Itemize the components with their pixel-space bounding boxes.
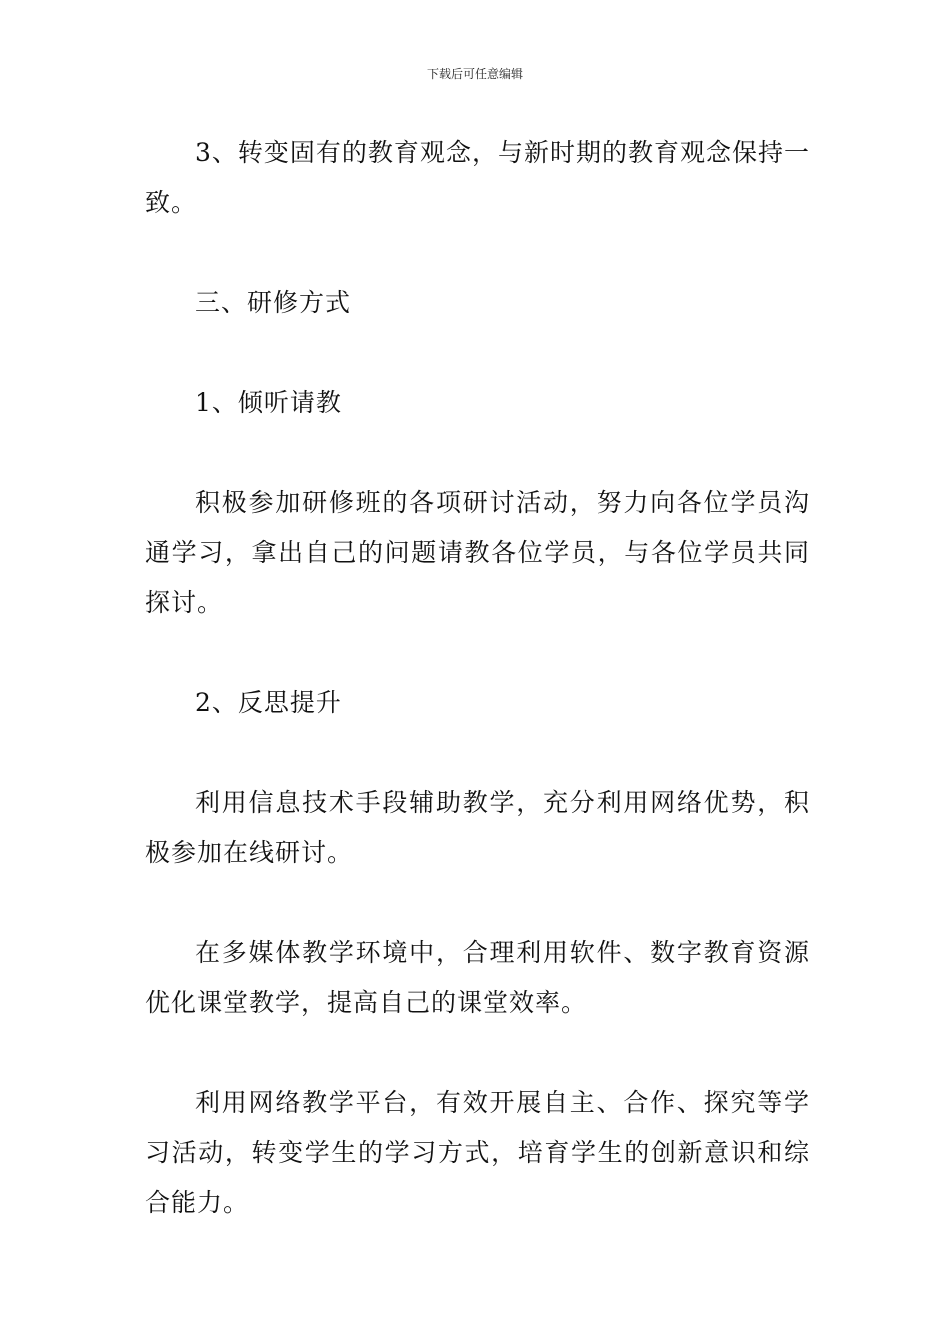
paragraph-spacer: [145, 228, 810, 278]
paragraph-spacer: [145, 328, 810, 378]
paragraph-spacer: [145, 428, 810, 478]
paragraph-multimedia: 在多媒体教学环境中，合理利用软件、数字教育资源优化课堂教学，提高自己的课堂效率。: [145, 938, 810, 1017]
paragraph-platform: 利用网络教学平台，有效开展自主、合作、探究等学习活动，转变学生的学习方式，培育学生的创新意识和综合能力。: [145, 1088, 810, 1217]
subheading-reflect: 2、反思提升: [195, 688, 342, 717]
paragraph-spacer: [145, 878, 810, 928]
subheading-listen: 1、倾听请教: [195, 388, 342, 417]
paragraph-listen: 积极参加研修班的各项研讨活动，努力向各位学员沟通学习，拿出自己的问题请教各位学员，与各位学员共同探讨。: [145, 488, 810, 617]
paragraph-spacer: [145, 628, 810, 678]
page-header: 下载后可任意编辑: [426, 67, 523, 81]
paragraph-it-tools: 利用信息技术手段辅助教学，充分利用网络优势，积极参加在线研讨。: [145, 788, 810, 867]
paragraph-item-3: 3、转变固有的教育观念，与新时期的教育观念保持一致。: [145, 138, 810, 217]
paragraph-spacer: [145, 1028, 810, 1078]
section-heading: 三、研修方式: [195, 288, 352, 317]
paragraph-spacer: [145, 728, 810, 778]
document-body: [145, 128, 810, 1228]
